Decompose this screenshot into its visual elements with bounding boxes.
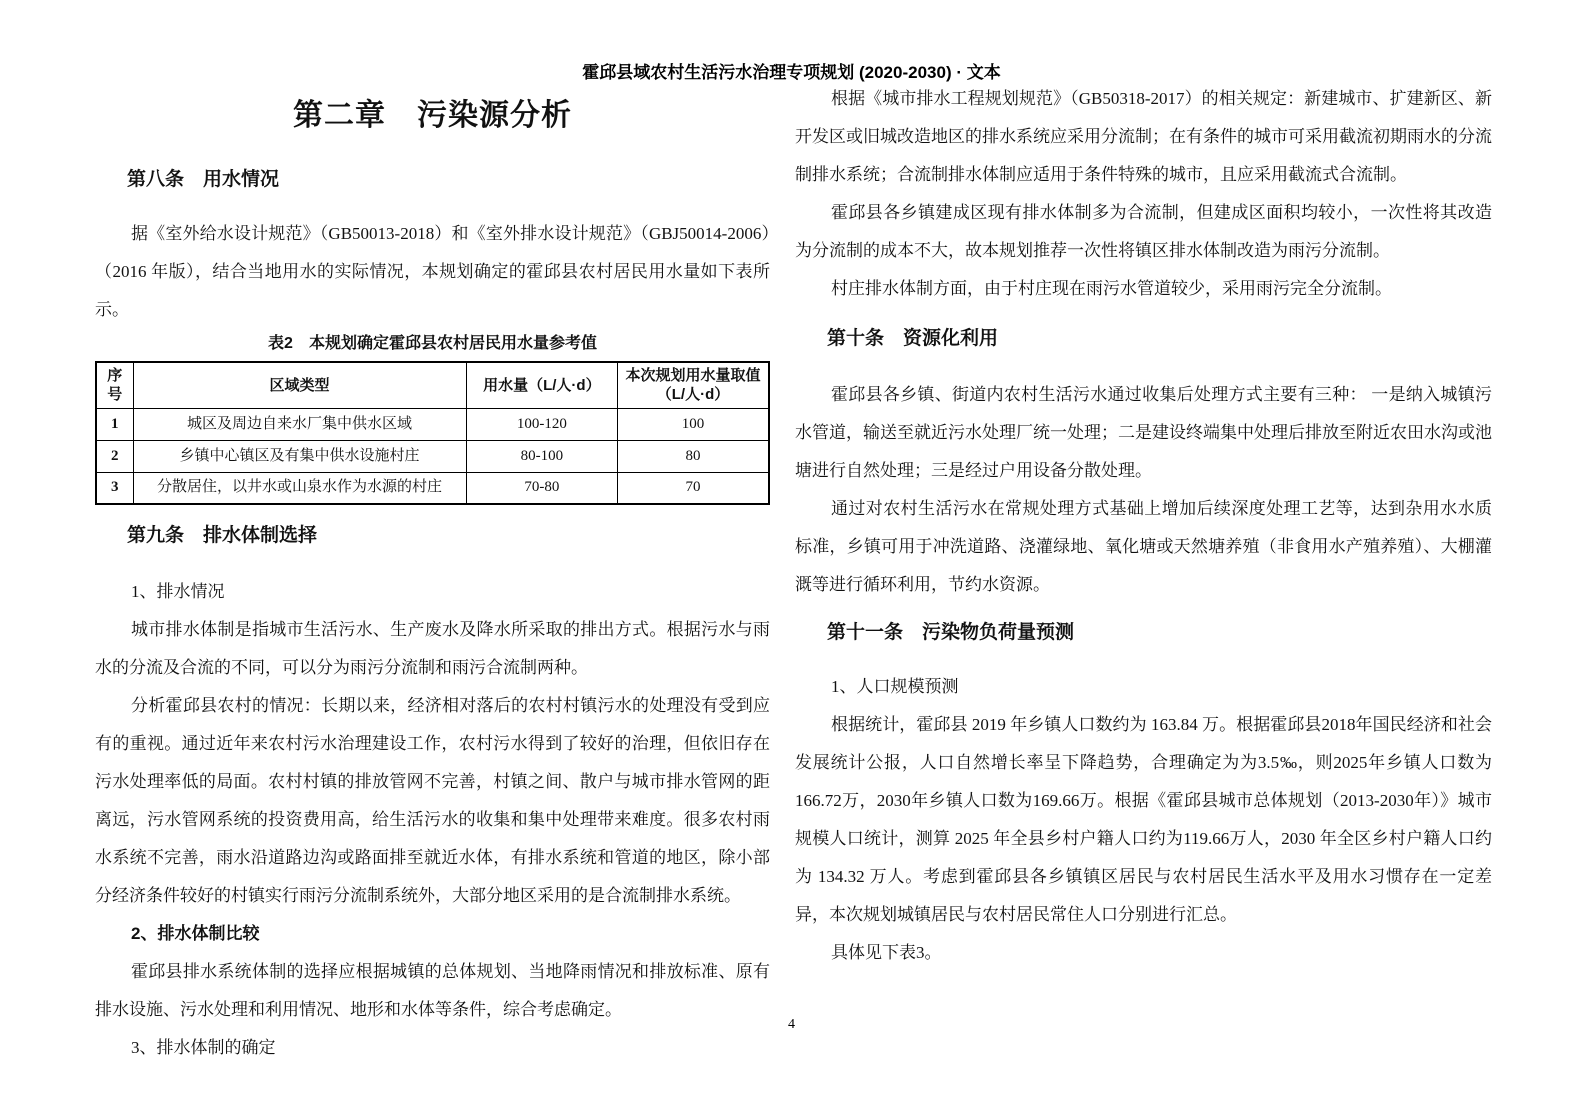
section-9-subitem-2: 2、排水体制比较 [131, 924, 260, 943]
see-table-3-note: 具体见下表3。 [831, 943, 942, 962]
section-9-paragraph-2: 分析霍邱县农村的情况：长期以来，经济相对落后的农村村镇污水的处理没有受到应有的重视。通过近年来农村污水治理建设工作，农村污水得到了较好的治理，但依旧存在污水处理率低的局面。农村村镇的排放管网不完善，村镇之间、散户与城市排水管网的距离远，污水管网系统的投资费用高，给生活污水的收集和集中处理带来难度。很多农村雨水系统不完善，雨水沿道路边沟或路面排至就近水体，有排水系统和管道的地区，除小部分经济条件较好的村镇实行雨污分流制系统外，大部分地区采用的是合流制排水系统。 [95, 696, 770, 905]
col-header-area-type: 区域类型 [133, 362, 466, 408]
section-8-title: 第八条 用水情况 [127, 169, 280, 190]
cell-area-type: 分散居住，以井水或山泉水作为水源的村庄 [133, 472, 466, 504]
village-drainage-paragraph: 村庄排水体制方面，由于村庄现在雨污水管道较少，采用雨污完全分流制。 [831, 279, 1392, 298]
col-header-plan-value: 本次规划用水量取值（L/人·d） [618, 362, 769, 408]
section-9-paragraph-3: 霍邱县排水系统体制的选择应根据城镇的总体规划、当地降雨情况和排放标准、原有排水设施、污水处理和利用情况、地形和水体等条件，综合考虑确定。 [95, 962, 770, 1019]
cell-plan-value: 80 [618, 440, 769, 472]
population-forecast-paragraph: 根据统计，霍邱县 2019 年乡镇人口数约为 163.84 万。根据霍邱县2018年国民经济和社会发展统计公报，人口自然增长率呈下降趋势，合理确定为为3.5‰，则2025年乡镇人口数为166.72万，2030年乡镇人口数为169.66万。根据《霍邱县城市总体规划（2013-2030年）》城市规模人口统计，测算 2025 年全县乡村户籍人口约为119.66万人，2030 年全区乡村户籍人口约为 134.32 万人。考虑到霍邱县各乡镇镇区居民与农村居民生活水平及用水习惯存在一定差异，本次规划城镇居民与农村居民常住人口分别进行汇总。 [795, 715, 1492, 924]
section-9-subitem-3: 3、排水体制的确定 [131, 1038, 276, 1057]
table-row [96, 472, 769, 504]
cell-usage: 80-100 [466, 440, 617, 472]
cell-area-type: 城区及周边自来水厂集中供水区域 [133, 408, 466, 440]
cell-index: 2 [96, 440, 133, 472]
col-header-usage: 用水量（L/人·d） [466, 362, 617, 408]
cell-index: 3 [96, 472, 133, 504]
page-number: 4 [788, 1017, 795, 1032]
chapter-title: 第二章 污染源分析 [293, 99, 572, 132]
section-9-paragraph-1: 城市排水体制是指城市生活污水、生产废水及降水所采取的排出方式。根据污水与雨水的分流及合流的不同，可以分为雨污分流制和雨污合流制两种。 [95, 620, 770, 677]
document-header: 霍邱县域农村生活污水治理专项规划 (2020-2030) · 文本 [582, 63, 1001, 82]
table-2-caption: 表2 本规划确定霍邱县农村居民用水量参考值 [268, 335, 597, 352]
table-row [96, 408, 769, 440]
section-11-title: 第十一条 污染物负荷量预测 [827, 622, 1075, 643]
section-11-subitem-1: 1、人口规模预测 [831, 677, 959, 696]
table-row [96, 440, 769, 472]
drainage-standard-paragraph: 根据《城市排水工程规划规范》（GB50318-2017）的相关规定：新建城市、扩建新区、新开发区或旧城改造地区的排水系统应采用分流制；在有条件的城市可采用截流初期雨水的分流制排水系统；合流制排水体制应适用于条件特殊的城市，且应采用截流式合流制。 [795, 89, 1492, 184]
section-10-paragraph-1: 霍邱县各乡镇、街道内农村生活污水通过收集后处理方式主要有三种： 一是纳入城镇污水管道，输送至就近污水处理厂统一处理；二是建设终端集中处理后排放至附近农田水沟或池塘进行自然处理；三是经过户用设备分散处理。 [795, 385, 1492, 480]
water-usage-table [95, 361, 770, 505]
cell-plan-value: 70 [618, 472, 769, 504]
right-column [795, 80, 1492, 972]
section-9-subitem-1: 1、排水情况 [131, 582, 225, 601]
cell-plan-value: 100 [618, 408, 769, 440]
table-header-row [96, 362, 769, 408]
town-drainage-paragraph: 霍邱县各乡镇建成区现有排水体制多为合流制，但建成区面积均较小，一次性将其改造为分流制的成本不大，故本规划推荐一次性将镇区排水体制改造为雨污分流制。 [795, 203, 1492, 260]
section-9-title: 第九条 排水体制选择 [127, 525, 318, 546]
cell-usage: 70-80 [466, 472, 617, 504]
section-10-paragraph-2: 通过对农村生活污水在常规处理方式基础上增加后续深度处理工艺等，达到杂用水水质标准，乡镇可用于冲洗道路、浇灌绿地、氧化塘或天然塘养殖（非食用水产殖养殖）、大棚灌溉等进行循环利用，节约水资源。 [795, 499, 1492, 594]
col-header-index: 序号 [96, 362, 133, 408]
section-8-paragraph: 据《室外给水设计规范》（GB50013-2018）和《室外排水设计规范》（GBJ50014-2006）（2016 年版），结合当地用水的实际情况，本规划确定的霍邱县农村居民用水量如下表所示。 [95, 224, 770, 319]
section-10-title: 第十条 资源化利用 [827, 328, 999, 349]
cell-area-type: 乡镇中心镇区及有集中供水设施村庄 [133, 440, 466, 472]
cell-usage: 100-120 [466, 408, 617, 440]
cell-index: 1 [96, 408, 133, 440]
left-column [95, 95, 770, 1067]
